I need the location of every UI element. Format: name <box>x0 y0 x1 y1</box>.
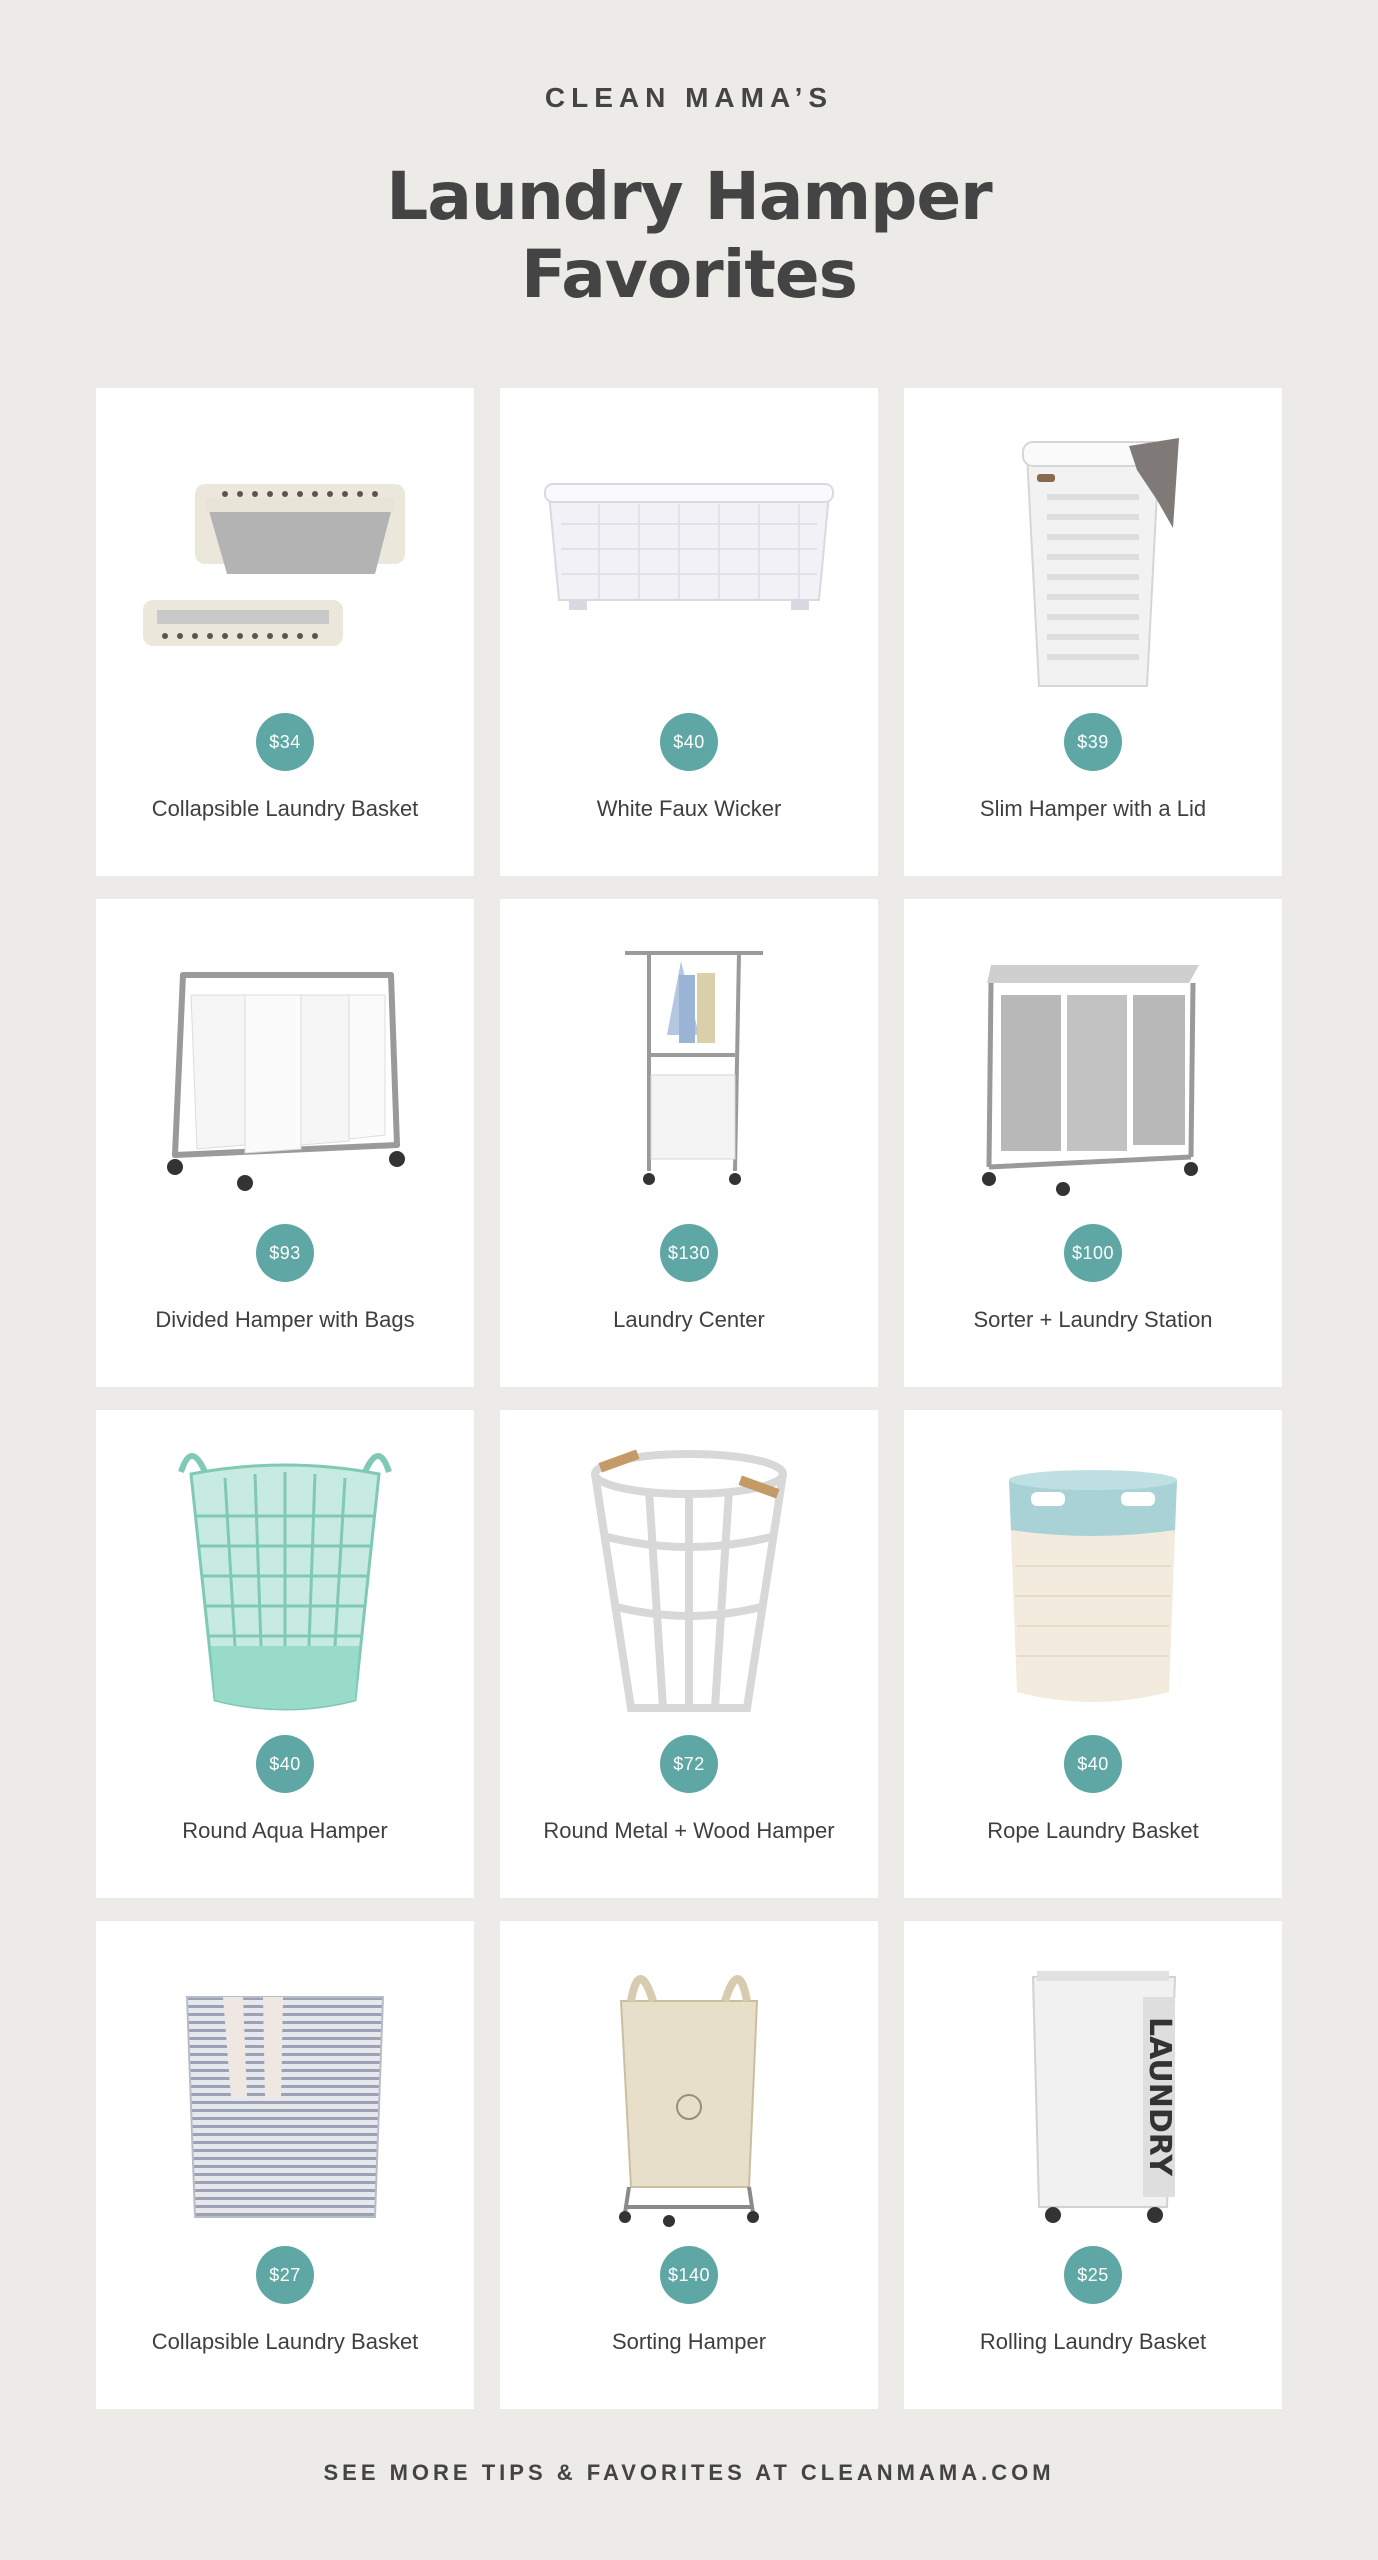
product-card[interactable] <box>96 899 474 1387</box>
product-name[interactable]: Collapsible Laundry Basket <box>151 2329 419 2354</box>
product-name[interactable]: Sorter + Laundry Station <box>973 1307 1213 1332</box>
product-card[interactable] <box>96 388 474 876</box>
footer-link[interactable]: SEE MORE TIPS & FAVORITES AT CLEANMAMA.COM <box>323 2460 1055 2485</box>
product-card[interactable] <box>500 1921 878 2409</box>
product-card[interactable] <box>904 1921 1282 2409</box>
product-name[interactable]: Rope Laundry Basket <box>987 1818 1199 1843</box>
product-name[interactable]: Rolling Laundry Basket <box>979 2329 1207 2354</box>
rope-basket-icon <box>943 1446 1243 1716</box>
aqua-hamper-icon <box>135 1446 435 1716</box>
product-name[interactable]: Collapsible Laundry Basket <box>151 796 419 821</box>
page-title-line-1: Laundry Hamper <box>386 158 992 235</box>
product-card[interactable] <box>96 1921 474 2409</box>
metal-wood-hamper-icon <box>539 1446 839 1716</box>
brand-eyebrow: CLEAN MAMA’S <box>544 82 834 113</box>
divided-hamper-icon <box>135 935 435 1205</box>
sorting-hamper-icon <box>539 1957 839 2227</box>
product-name[interactable]: Round Metal + Wood Hamper <box>543 1818 835 1843</box>
price-badge: $93 <box>256 1224 314 1282</box>
price-badge: $27 <box>256 2246 314 2304</box>
product-name[interactable]: Divided Hamper with Bags <box>155 1307 415 1332</box>
product-card[interactable] <box>500 388 878 876</box>
page-title-line-2: Favorites <box>521 236 857 313</box>
price-badge: $140 <box>660 2246 718 2304</box>
product-card[interactable] <box>904 388 1282 876</box>
price-badge: $39 <box>1064 713 1122 771</box>
product-card[interactable] <box>96 1410 474 1898</box>
product-name[interactable]: Laundry Center <box>613 1307 765 1332</box>
price-badge: $72 <box>660 1735 718 1793</box>
striped-basket-icon <box>135 1957 435 2227</box>
product-card[interactable] <box>500 899 878 1387</box>
product-card[interactable] <box>904 1410 1282 1898</box>
laundry-center-icon <box>539 935 839 1205</box>
product-name[interactable]: White Faux Wicker <box>596 796 782 821</box>
product-name[interactable]: Round Aqua Hamper <box>182 1818 388 1843</box>
price-badge: $34 <box>256 713 314 771</box>
laundry-print-text: LAUNDRY <box>1142 2017 1177 2176</box>
price-badge: $130 <box>660 1224 718 1282</box>
page-title <box>0 158 1378 314</box>
product-name[interactable]: Slim Hamper with a Lid <box>979 796 1207 821</box>
wicker-basket-icon <box>539 424 839 694</box>
collapsible-basket-icon <box>135 424 435 694</box>
product-name[interactable]: Sorting Hamper <box>611 2329 767 2354</box>
price-badge: $40 <box>660 713 718 771</box>
product-card[interactable] <box>500 1410 878 1898</box>
rolling-basket-icon <box>943 1957 1243 2227</box>
product-card[interactable] <box>904 899 1282 1387</box>
price-badge: $40 <box>1064 1735 1122 1793</box>
price-badge: $40 <box>256 1735 314 1793</box>
product-grid <box>96 388 1282 2409</box>
sorter-station-icon <box>943 935 1243 1205</box>
slim-hamper-icon <box>943 424 1243 694</box>
price-badge: $100 <box>1064 1224 1122 1282</box>
price-badge: $25 <box>1064 2246 1122 2304</box>
